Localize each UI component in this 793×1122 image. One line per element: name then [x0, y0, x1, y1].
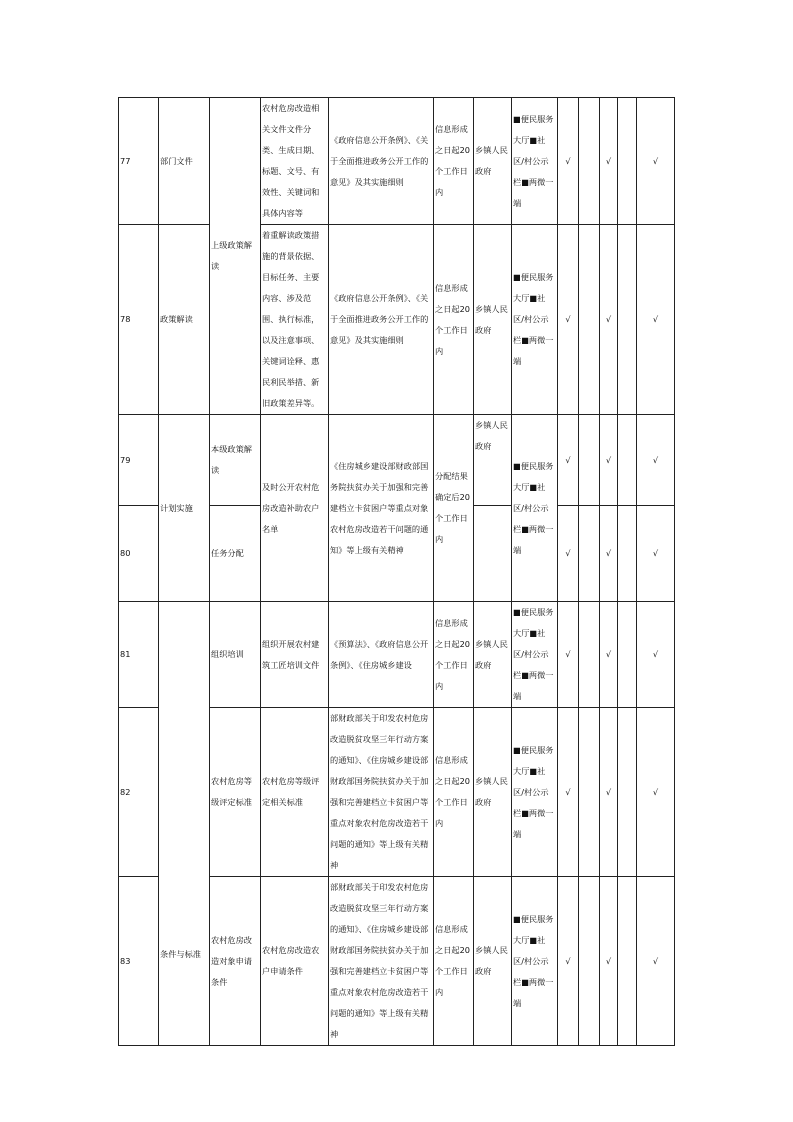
disclosure-content: 农村危房改造农户申请条件: [261, 877, 329, 1046]
disclosure-basis: 《预算法》、《政府信息公开条例》、《住房城乡建设: [329, 602, 434, 708]
row-number: 82: [119, 708, 159, 877]
disclosure-content: 及时公开农村危房改造补助农户名单: [261, 415, 329, 602]
empty-cell: [579, 506, 600, 602]
empty-cell: [618, 98, 637, 225]
check-mark: √: [600, 708, 618, 877]
row-number: 79: [119, 415, 159, 506]
check-mark: √: [600, 506, 618, 602]
level2-item: 上级政策解读: [210, 98, 261, 415]
check-mark: √: [558, 415, 579, 506]
empty-cell: [579, 708, 600, 877]
level2-item: 农村危房等级评定标准: [210, 708, 261, 877]
check-mark: √: [558, 225, 579, 415]
disclosure-subject: 乡镇人民政府: [474, 415, 512, 506]
disclosure-time: 信息形成之日起20个工作日内: [434, 708, 474, 877]
disclosure-channel: ■便民服务大厅■社区/村公示栏■两微一端: [512, 708, 558, 877]
check-mark: √: [600, 602, 618, 708]
check-mark: √: [600, 415, 618, 506]
level2-item: 农村危房改造对象申请条件: [210, 877, 261, 1046]
disclosure-time: 信息形成之日起20个工作日内: [434, 98, 474, 225]
disclosure-content: 农村危房等级评定相关标准: [261, 708, 329, 877]
table-row: [119, 225, 675, 415]
disclosure-basis: 部财政部关于印发农村危房改造脱贫攻坚三年行动方案的通知》、《住房城乡建设部财政部国务院扶贫办关于加强和完善建档立卡贫困户等重点对象农村危房改造若干问题的通知》等上级有关精神: [329, 877, 434, 1046]
disclosure-subject: 乡镇人民政府: [474, 225, 512, 415]
check-mark: √: [637, 225, 675, 415]
check-mark: √: [637, 506, 675, 602]
table-row: [119, 602, 675, 708]
check-mark: √: [600, 877, 618, 1046]
disclosure-time: 信息形成之日起20个工作日内: [434, 602, 474, 708]
empty-cell: [618, 708, 637, 877]
level1-item: 计划实施: [159, 415, 210, 602]
empty-cell: [618, 506, 637, 602]
disclosure-channel: ■便民服务大厅■社区/村公示栏■两微一端: [512, 98, 558, 225]
disclosure-table: [118, 97, 675, 1046]
level2-item: 组织培训: [210, 602, 261, 708]
check-mark: √: [637, 877, 675, 1046]
disclosure-channel: ■便民服务大厅■社区/村公示栏■两微一端: [512, 602, 558, 708]
empty-cell: [618, 877, 637, 1046]
check-mark: √: [558, 877, 579, 1046]
check-mark: √: [558, 602, 579, 708]
empty-cell: [618, 225, 637, 415]
disclosure-content: 着重解读政策措施的背景依据、目标任务、主要内容、涉及范围、执行标准，以及注意事项、关键词诠释、惠民利民举措、新旧政策差异等。: [261, 225, 329, 415]
disclosure-subject: 乡镇人民政府: [474, 98, 512, 225]
empty-cell: [474, 506, 512, 602]
check-mark: √: [558, 708, 579, 877]
row-number: 77: [119, 98, 159, 225]
disclosure-time: 分配结果确定后20个工作日内: [434, 415, 474, 602]
check-mark: √: [637, 708, 675, 877]
row-number: 80: [119, 506, 159, 602]
disclosure-subject: 乡镇人民政府: [474, 877, 512, 1046]
check-mark: √: [637, 415, 675, 506]
empty-cell: [618, 415, 637, 506]
disclosure-time: 信息形成之日起20个工作日内: [434, 877, 474, 1046]
row-number: 78: [119, 225, 159, 415]
empty-cell: [579, 415, 600, 506]
empty-cell: [579, 225, 600, 415]
check-mark: √: [600, 225, 618, 415]
check-mark: √: [558, 506, 579, 602]
disclosure-basis: 《住房城乡建设部财政部国务院扶贫办关于加强和完善建档立卡贫困户等重点对象农村危房改造若干问题的通知》等上级有关精神: [329, 415, 434, 602]
level2-item: 任务分配: [210, 506, 261, 602]
disclosure-subject: 乡镇人民政府: [474, 708, 512, 877]
disclosure-basis: 《政府信息公开条例》、《关于全面推进政务公开工作的意见》及其实施细则: [329, 225, 434, 415]
check-mark: √: [637, 602, 675, 708]
empty-cell: [579, 602, 600, 708]
disclosure-content: 组织开展农村建筑工匠培训文件: [261, 602, 329, 708]
empty-cell: [618, 602, 637, 708]
check-mark: √: [637, 98, 675, 225]
row-number: 83: [119, 877, 159, 1046]
empty-cell: [579, 98, 600, 225]
level1-item: 条件与标准: [159, 602, 210, 1046]
disclosure-content: 农村危房改造相关文件文件分类、生成日期、标题、文号、有效性、关键词和具体内容等: [261, 98, 329, 225]
table-row: [119, 98, 675, 225]
disclosure-channel: ■便民服务大厅■社区/村公示栏■两微一端: [512, 225, 558, 415]
table-row: [119, 415, 675, 506]
disclosure-channel: ■便民服务大厅■社区/村公示栏■两微一端: [512, 415, 558, 602]
row-number: 81: [119, 602, 159, 708]
level2-item: 本级政策解读: [210, 415, 261, 506]
disclosure-basis: 部财政部关于印发农村危房改造脱贫攻坚三年行动方案的通知》、《住房城乡建设部财政部国务院扶贫办关于加强和完善建档立卡贫困户等重点对象农村危房改造若干问题的通知》等上级有关精神: [329, 708, 434, 877]
disclosure-channel: ■便民服务大厅■社区/村公示栏■两微一端: [512, 877, 558, 1046]
disclosure-basis: 《政府信息公开条例》、《关于全面推进政务公开工作的意见》及其实施细则: [329, 98, 434, 225]
check-mark: √: [600, 98, 618, 225]
disclosure-subject: 乡镇人民政府: [474, 602, 512, 708]
check-mark: √: [558, 98, 579, 225]
level1-item: 政策解读: [159, 225, 210, 415]
disclosure-time: 信息形成之日起20个工作日内: [434, 225, 474, 415]
empty-cell: [579, 877, 600, 1046]
level1-item: 部门文件: [159, 98, 210, 225]
